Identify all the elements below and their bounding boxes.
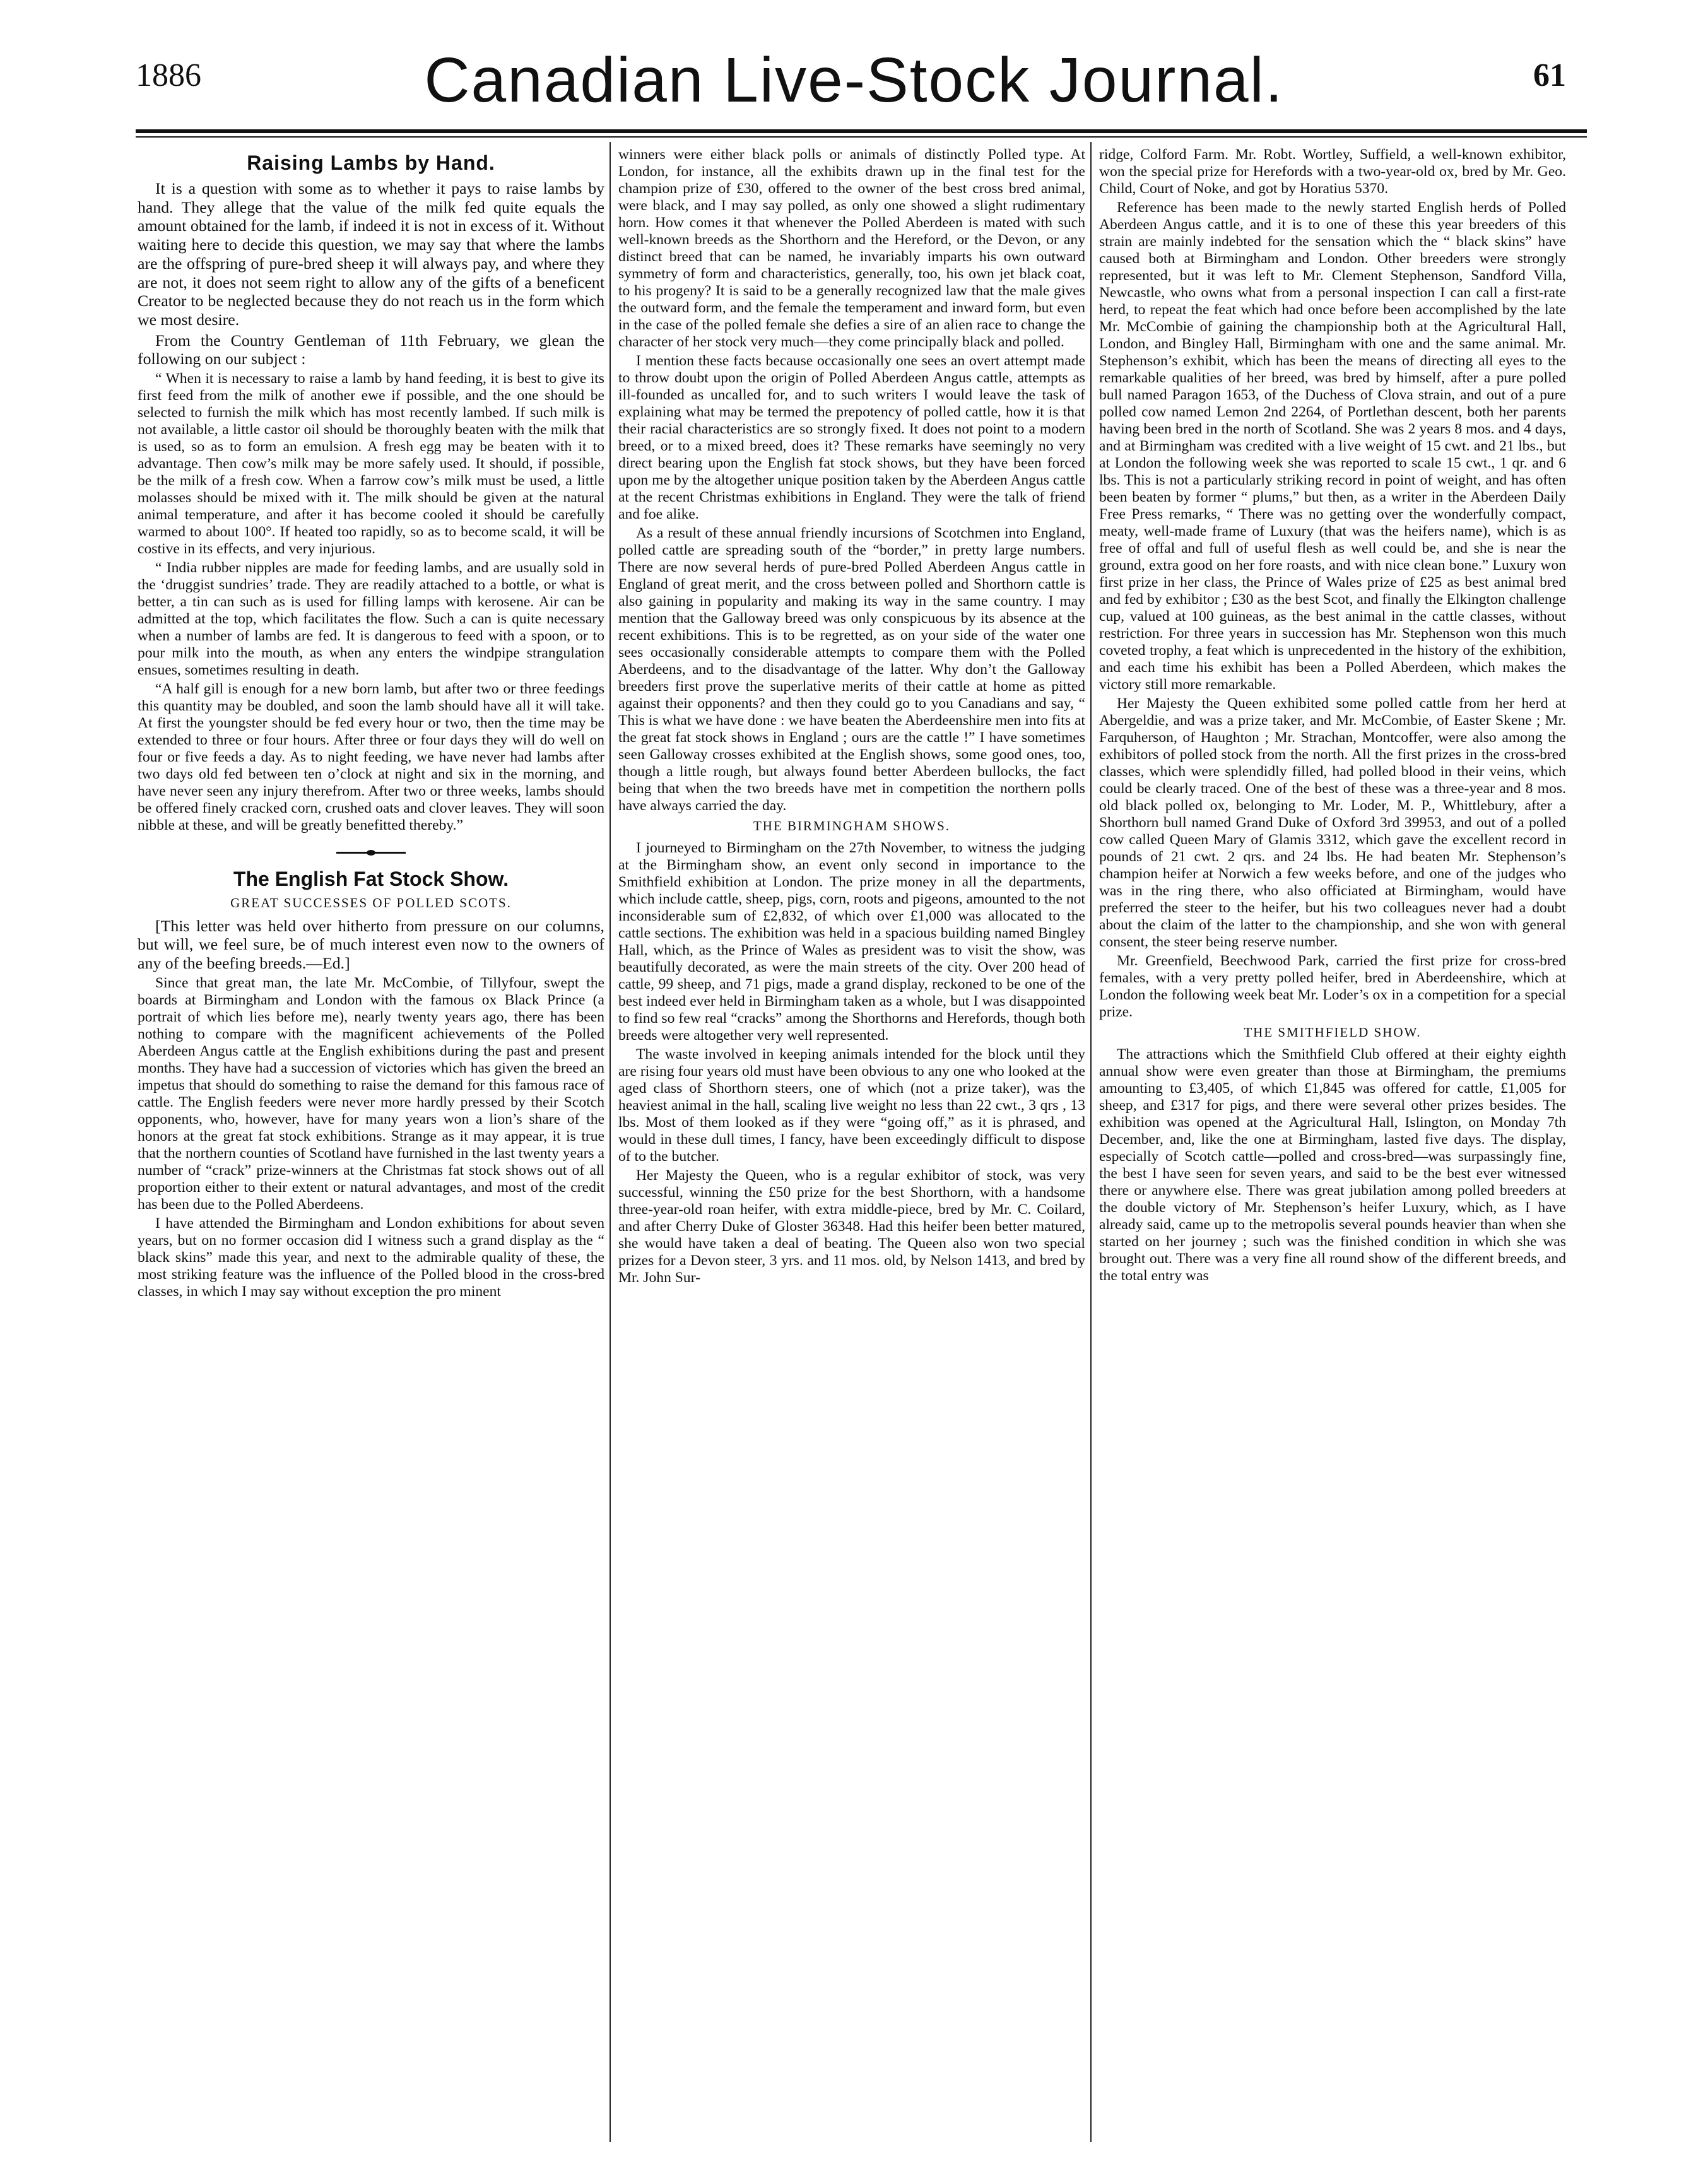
header-rule [136, 129, 1587, 133]
section-heading-smithfield: THE SMITHFIELD SHOW. [1244, 1025, 1422, 1040]
paragraph: Her Majesty the Queen exhibited some polled cattle from her herd at Abergeldie, and was a prize taker, and Mr. McCombie, of Easter Skene ; Mr. Farquherson, of Haughton ; Mr. Strachan, Montcoffer, were also among the exhibitors of polled stock from the north. All the first prizes in the cross-bred classes, which were splendidly filled, had polled blood in their veins, which could be clearly traced. One of the best of these was a three-year and 8 mos. old black polled ox, belonging to Mr. Loder, M. P., Whittlebury, after a Shorthorn bull named Grand Duke of Oxford 3rd 39953, and out of a polled cow called Queen Mary of Glamis 3312, which gave the excellent record in pounds of 21 cwt. 2 qrs. and 24 lbs. He had beaten Mr. Stephenson’s champion heifer at Norwich a few weeks before, and one of the judges who was in the ring there, who also officiated at Birmingham, would have preferred the steer to the heifer, but his two colleagues never had a doubt about the claim of the latter to the championship, and she won with general consent, the steer being reserve number. [1099, 695, 1566, 950]
header-year: 1886 [136, 57, 201, 93]
article-title-fat-stock-show: The English Fat Stock Show. [233, 868, 509, 891]
column-3 [1099, 146, 1566, 2140]
letter-body [1099, 146, 1566, 1285]
paragraph: Her Majesty the Queen, who is a regular exhibitor of stock, was very successful, winning the £50 prize for the best Shorthorn, with a handsome three-year-old roan heifer, with extra middle-piece, bred by Mr. C. Coilard, and after Cherry Duke of Gloster 36348. Had this heifer been better matured, she would have taken a deal of beating. The Queen also won two special prizes for a Devon steer, 3 yrs. and 11 mos. old, by Nelson 1413, and bred by Mr. John Sur- [618, 1167, 1085, 1286]
section-heading-birmingham: THE BIRMINGHAM SHOWS. [753, 818, 951, 833]
column-divider [1090, 142, 1092, 2142]
section-divider [336, 852, 406, 854]
header-rule-thin [136, 136, 1587, 138]
paragraph: It is a question with some as to whether it pays to raise lambs by hand. They allege that the value of the milk fed quite equals the amount obtained for the lamb, if indeed it is not in excess of it. Without waiting here to decide this question, we may say that where the lambs are the offspring of pure-bred sheep it will always pay, and where they are not, it does not seem right to allow any of the gifts of a beneficent Creator to be neglected because they do not reach us in the form which we most desire. [138, 179, 604, 329]
paragraph: “A half gill is enough for a new born lamb, but after two or three feedings this quantity may be doubled, and soon the lamb should have all it will take. At first the youngster should be fed every hour or two, then the time may be extended to three or four hours. After three or four days they will do well on four or five feeds a day. As to night feeding, we have never had lambs after two days old fed between ten o’clock at night and six in the morning, and have never seen any injury therefrom. After two or three weeks, lambs should be offered finely cracked corn, crushed oats and clover leaves. They will soon nibble at these, and will be greatly benefitted thereby.” [138, 681, 604, 834]
article-title-raising-lambs: Raising Lambs by Hand. [247, 151, 495, 174]
paragraph: As a result of these annual friendly incursions of Scotchmen into England, polled cattle are spreading south of the “border,” in pretty large numbers. There are now several herds of pure-bred Polled Aberdeen Angus cattle in England of great merit, and the cross between polled and Shorthorn cattle is also gaining in popularity and making its way in the same country. I may mention that the Galloway breed was only conspicuous by its absence at the recent exhibitions. This is to be regretted, as on your side of the water one sees occasionally considerable attempts to compare them with the Polled Aberdeens, and to the disadvantage of the latter. Why don’t the Galloway breeders first prove the superlative merits of their cattle at home as pitted against their opponents? and then they could go to you Canadians and say, “ This is what we have done : we have beaten the Aberdeenshire men into fits at the great fat stock shows in England ; ours are the cattle !” I have sometimes seen Galloway crosses exhibited at the English shows, some good ones, too, though a little rough, but always found better Aberdeen bullocks, the fact being that when the two breeds have met in competition the northern polls have always carried the day. [618, 525, 1085, 814]
paragraph: Mr. Greenfield, Beechwood Park, carried the first prize for cross-bred females, with a very pretty polled heifer, bred in Aberdeenshire, which at London the following week beat Mr. Loder’s ox in a competition for a special prize. [1099, 953, 1566, 1020]
paragraph: ridge, Colford Farm. Mr. Robt. Wortley, Suffield, a well-known exhibitor, won the special prize for Herefords with a two-year-old ox, bred by Mr. Geo. Child, Court of Noke, and got by Horatius 5370. [1099, 146, 1566, 197]
paragraph: I have attended the Birmingham and London exhibitions for about seven years, but on no former occasion did I witness such a grand display as the “ black skins” made this year, and next to the admirable quality of these, the most striking feature was the influence of the Polled blood in the cross-bred classes, in which I may say without exception the pro minent [138, 1215, 604, 1300]
quoted-passage [138, 370, 604, 834]
paragraph: Reference has been made to the newly started English herds of Polled Aberdeen Angus cattle, and it is to one of these this year breeders of this strain are mainly indebted for the sensation which the “ black skins” have caused both at Birmingham and London. Other breeders were strongly represented, but it was left to Mr. Clement Stephenson, Sandford Villa, Newcastle, who owns what from a personal inspection I can call a first-rate herd, to repeat the feat which had once before been accomplished by the late Mr. McCombie of gaining the championship both at the Agricultural Hall, London, and Bingley Hall, Birmingham with one and the same animal. Mr. Stephenson’s exhibit, which has been the means of directing all eyes to the remarkable qualities of her breed, was bred by himself, after a pure polled bull named Paragon 1653, of the Duchess of Clova strain, and out of a pure polled cow named Lemon 2nd 2264, of Portlethan descent, both her parents having been bred in the north of Scotland. She was 2 years 8 mos. and 4 days, and at Birmingham was credited with a live weight of 15 cwt. and 21 lbs., but at London the following week she was reported to scale 15 cwt., 1 qr. and 6 lbs. This is not a particularly striking record in point of weight, and has often been beaten by former “ plums,” but then, as a writer in the Aberdeen Daily Free Press remarks, “ There was no getting over the wonderfully compact, meaty, well-made frame of Luxury (that was the heifers name), which is as free of offal and full of useful flesh as well could be, and she is near the ground, extra good on her fore roasts, and with nice clean bone.” Luxury won first prize in her class, the Prince of Wales prize of £25 as best animal bred and fed by exhibitor ; £30 as the best Scot, and finally the Elkington challenge cup, valued at 100 guineas, as the best animal in the cattle classes, without restriction. For three years in succession has Mr. Stephenson won this much coveted trophy, a feat which is unprecedented in the history of the exhibition, and each time his exhibit has been a Polled Aberdeen, which makes the victory still more remarkable. [1099, 199, 1566, 693]
paragraph: The waste involved in keeping animals intended for the block until they are rising four years old must have been obvious to any one who looked at the aged class of Shorthorn steers, one of which (not a prize taker), was the heaviest animal in the hall, scaling live weight no less than 22 cwt., 3 qrs , 13 lbs. Most of them looked as if they were “going off,” as it is phrased, and would in these dull times, I fancy, have been exceedingly difficult to dispose of to the butcher. [618, 1045, 1085, 1165]
column-2 [618, 146, 1085, 2140]
page-header [0, 44, 1708, 139]
paragraph: “ When it is necessary to raise a lamb by hand feeding, it is best to give its first feed from the milk of another ewe if possible, and the one should be selected to furnish the milk which has most recently lambed. If such milk is not available, a little castor oil should be thoroughly beaten with the milk that is used, so as to form an emulsion. A fresh egg may be beaten with it to advantage. Then cow’s milk may be more safely used. It should, if possible, be the milk of a fresh cow. When a farrow cow’s milk must be used, a little molasses should be mixed with it. The milk should be given at the natural animal temperature, and after it has become cooled it should be carefully warmed to about 100°. If heated too rapidly, so as to become scald, it will be costive in its effects, and very injurious. [138, 370, 604, 558]
column-divider [610, 142, 611, 2142]
journal-title: Canadian Live-Stock Journal. [424, 45, 1284, 115]
paragraph: Since that great man, the late Mr. McCombie, of Tillyfour, swept the boards at Birmingham and London with the famous ox Black Prince (a portrait of which lies before me), nearly twenty years ago, there has been nothing to compare with the magnificent achievements of the Polled Aberdeen Angus cattle at the English exhibitions during the past and present months. They have had a succession of victories which has given the breed an impetus that should do something to raise the demand for this famous race of cattle. The English feeders were never more hardly pressed by their Scotch opponents, who, however, have for many years won a lion’s share of the honors at the great fat stock exhibitions. Strange as it may appear, it is true that the northern counties of Scotland have furnished in the last twenty years a number of “crack” prize-winners at the Christmas fat stock shows out of all proportion either to their extent or natural advantages, and most of the credit has been due to the Polled Aberdeens. [138, 974, 604, 1213]
paragraph: I mention these facts because occasionally one sees an overt attempt made to throw doubt upon the origin of Polled Aberdeen Angus cattle, attempts as ill-founded as uncalled for, and to such writers I would leave the task of explaining what may be termed the prepotency of polled cattle, how it is that their racial characteristics are so strongly fixed. It does not point to a modern breed, or to a mixed breed, does it? These remarks have seemingly no very direct bearing upon the English fat stock shows, but they have been forced upon me by the altogether unique position taken by the Aberdeen Angus cattle at the recent Christmas exhibitions in England. They were the talk of friend and foe alike. [618, 353, 1085, 522]
paragraph: I journeyed to Birmingham on the 27th November, to witness the judging at the Birmingham show, an event only second in importance to the Smithfield exhibition at London. The prize money in all the departments, which include cattle, sheep, pigs, corn, roots and pigeons, amounted to the not inconsiderable sum of £2,832, of which over £1,000 was allocated to the cattle sections. The exhibition was held in a spacious building named Bingley Hall, which, as the Prince of Wales as president was to visit the show, was beautifully decorated, as were the main streets of the city. Over 200 head of cattle, 99 sheep, and 71 pigs, made a grand display, reckoned to be one of the best indeed ever held in Birmingham taken as a whole, but I was disappointed to find so few real “cracks” among the Shorthorns and Herefords, though both breeds were altogether very well represented. [618, 839, 1085, 1044]
paragraph: The attractions which the Smithfield Club offered at their eighty eighth annual show were even greater than those at Birmingham, the premiums amounting to £3,405, of which £1,845 was offered for cattle, £1,005 for sheep, and £317 for pigs, and there were several other prizes besides. The exhibition was opened at the Agricultural Hall, Islington, on Monday 7th December, and, like the one at Birmingham, lasted five days. The display, especially of Scotch cattle—polled and cross-bred—was surpassingly fine, the best I have seen for seven years, and said to be the best ever witnessed there or anywhere else. There was great jubilation among polled breeders at the double victory of Mr. Stephenson’s heifer Luxury, which, as I have already said, came up to the metropolis several pounds heavier than when she started on her journey ; such was the finished condition in which she was brought out. There was a very fine all round show of the different breeds, and the total entry was [1099, 1045, 1566, 1284]
letter-body [618, 146, 1085, 1286]
paragraph: winners were either black polls or animals of distinctly Polled type. At London, for instance, all the exhibits drawn up in the final test for the champion prize of £30, offered to the owner of the best cross bred animal, were black, and I may say polled, as only one showed a slight rudimentary horn. How comes it that whenever the Polled Aberdeen is mated with such well-known breeds as the Shorthorn and the Hereford, or the Devon, or any distinct breed that can be named, he invariably imparts his own outward symmetry of form and characteristics, generally, too, his own jet black coat, to his progeny? It is said to be a generally recognized law that the male gives the outward form, and the female the temperament and inward form, but even in the case of the polled female she defies a sire of an alien race to change the character of her stock very much—they come principally black and polled. [618, 146, 1085, 350]
page-number: 61 [1533, 57, 1566, 93]
article-subtitle: GREAT SUCCESSES OF POLLED SCOTS. [230, 895, 512, 911]
letter-body [138, 975, 604, 1300]
paragraph: From the Country Gentleman of 11th February, we glean the following on our subject : [138, 331, 604, 368]
editor-note: [This letter was held over hitherto from pressure on our columns, but will, we feel sure, be of much interest even now to the owners of any of the beefing breeds.—Ed.] [138, 916, 604, 973]
paragraph: “ India rubber nipples are made for feeding lambs, and are usually sold in the ‘druggist sundries’ trade. They are readily attached to a bottle, or what is better, a tin can such as is used for filling lamps with kerosene. Air can be admitted at the top, which facilitates the flow. Such a can is quite necessary when a number of lambs are fed. It is dangerous to feed with a spoon, or to pour milk into the mouth, as when any enters the windpipe strangulation ensues, sometimes resulting in death. [138, 560, 604, 679]
column-1 [138, 146, 604, 2140]
